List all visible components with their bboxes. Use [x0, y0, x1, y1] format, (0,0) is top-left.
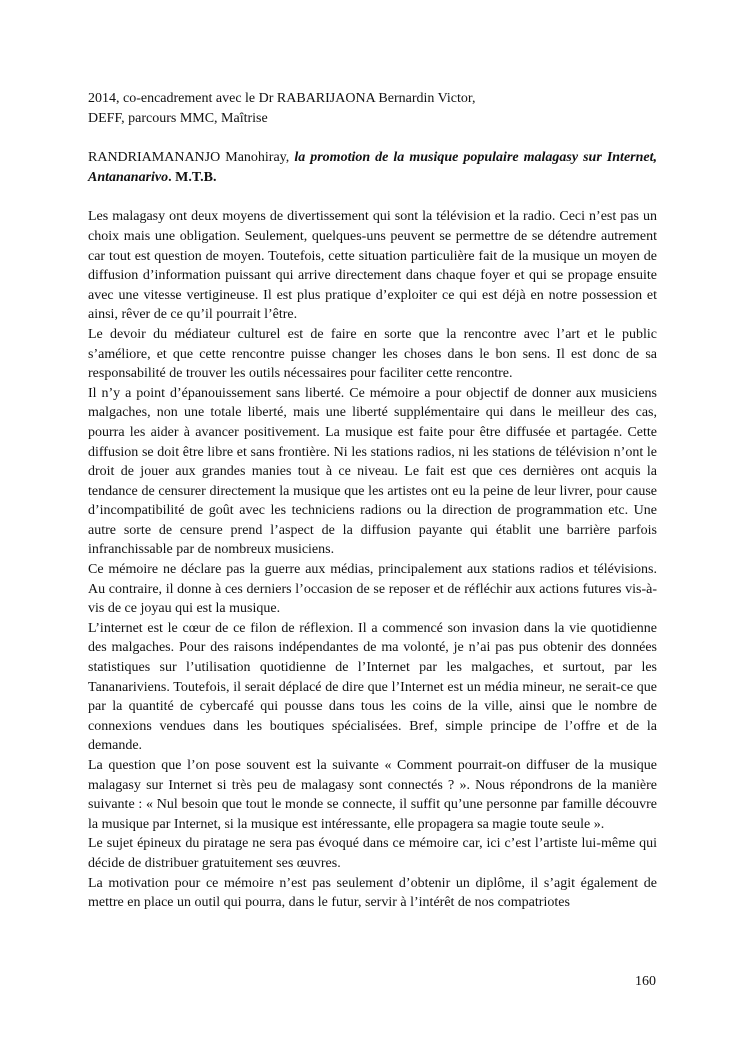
- paragraph-1: Les malagasy ont deux moyens de divertissement qui sont la télévision et la radio. Ceci n’est pas un choix mais une obligation. Seulement, quelques-uns peuvent se permettre de se détendre autrement car tout est question de moyen. Toutefois, cette situation particulière fait de la musique un moyen de diffusion d’information puissant qui arrive directement dans chaque foyer et qui se propage ensuite avec une vitesse vertigineuse. Il est plus pratique d’exploiter ce qui est déjà en notre possession et ainsi, rêver de ce qu’il pourrait l’être.: [88, 209, 657, 323]
- paragraph-8: La motivation pour ce mémoire n’est pas seulement d’obtenir un diplôme, il s’agit également de mettre en place un outil qui pourra, dans le futur, servir à l’intérêt de nos compatriotes: [88, 875, 657, 911]
- entry-title: la promotion de la musique populaire malagasy sur Internet, Antananarivo: [88, 150, 657, 185]
- paragraph-5: L’internet est le cœur de ce filon de réflexion. Il a commencé son invasion dans la vie quotidienne des malgaches. Pour des raisons indépendantes de ma volonté, je n’ai pas pus obtenir des données statistiques sur l’utilisation quotidienne de l’Internet par les malgaches, et surtout, par les Tananariviens. Toutefois, il serait déplacé de dire que l’Internet est un média mineur, ne serait-ce que par la quantité de cybercafé qui pousse dans tous les coins de la ville, ainsi que le nombre de connexions vendues dans les boutiques spécialisées. Bref, simple principe de l’offre et de la demande.: [88, 620, 657, 754]
- header-line-2: DEFF, parcours MMC, Maîtrise: [88, 110, 268, 126]
- paragraph-7: Le sujet épineux du piratage ne sera pas évoqué dans ce mémoire car, ici c’est l’artiste lui-même qui décide de distribuer gratuitement ses œuvres.: [88, 836, 657, 871]
- thesis-entry: [88, 148, 657, 187]
- document-body: [88, 89, 657, 913]
- paragraph-6: La question que l’on pose souvent est la suivante « Comment pourrait-on diffuser de la musique malagasy sur Internet si très peu de malagasy sont connectés ? ». Nous répondrons de la manière suivante : « Nul besoin que tout le monde se connecte, il suffit qu’une personne par famille découvre la musique par Internet, si la musique est intéressante, elle propagera sa magie toute seule ».: [88, 758, 657, 832]
- paragraph-2: Le devoir du médiateur culturel est de faire en sorte que la rencontre avec l’art et le public s’améliore, et que cette rencontre puisse changer les choses dans le bon sens. Il est donc de sa responsabilité de trouver les outils nécessaires pour faciliter cette rencontre.: [88, 326, 657, 382]
- entry-author: RANDRIAMANANJO Manohiray,: [88, 150, 295, 166]
- page-number: 160: [635, 974, 656, 989]
- entry-suffix: . M.T.B.: [168, 169, 217, 185]
- paragraph-3: Il n’y a point d’épanouissement sans liberté. Ce mémoire a pour objectif de donner aux musiciens malgaches, non une totale liberté, mais une liberté supplémentaire qui dans le meilleur des cas, pourra les aider à avancer positivement. La musique est faite pour être diffusée et partagée. Cette diffusion se doit être libre et sans frontière. Ni les stations radios, ni les stations de télévision n’ont le droit de jouer aux grandes manies tout à ce niveau. Le fait est que ces dernières ont acquis la tendance de censurer directement la musique que les artistes ont eu la peine de leur livrer, pour cause d’incompatibilité de goût avec les techniciens radions ou la direction de programmation etc. Une autre sorte de censure prend l’aspect de la diffusion payante qui établit une barrière parfois infranchissable par de nombreux musiciens.: [88, 385, 657, 558]
- paragraph-4: Ce mémoire ne déclare pas la guerre aux médias, principalement aux stations radios et télévisions. Au contraire, il donne à ces derniers l’occasion de se reposer et de réfléchir aux actions futures vis-à-vis de ce joyau qui est la musique.: [88, 562, 657, 617]
- header-line-1: 2014, co-encadrement avec le Dr RABARIJAONA Bernardin Victor,: [88, 91, 476, 106]
